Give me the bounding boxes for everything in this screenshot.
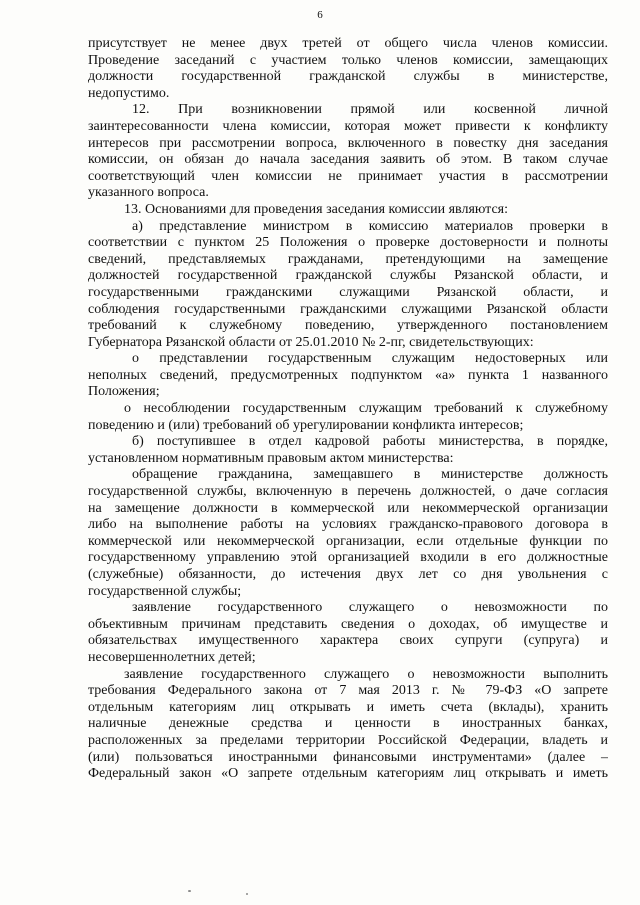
text-line: государственному управлению этой организацией входили в его должностные: [88, 550, 608, 566]
text-line: сведений, представляемых гражданами, претендующими на замещение: [88, 251, 608, 267]
text-line: (служебные) обязанности, до истечения двух лет со дня увольнения с: [88, 567, 608, 582]
text-line: указанного вопроса.: [88, 185, 209, 201]
text-line: установленном нормативным правовым актом министерства:: [88, 450, 454, 466]
text-line: о несоблюдении государственным служащим требований к служебному: [124, 401, 608, 417]
text-line: Проведение заседаний с участием только членов комиссии, замещающих: [88, 52, 608, 68]
text-line: заявление государственного служащего о невозможности по: [132, 600, 608, 616]
text-line: Губернатора Рязанской области от 25.01.2010 № 2-пг, свидетельствующих:: [88, 334, 534, 350]
text-line: о представлении государственным служащим недостоверных или: [132, 351, 608, 367]
text-line: б) поступившее в отдел кадровой работы министерства, в порядке,: [132, 434, 608, 450]
text-line: соответствии с пунктом 25 Положения о проверке достоверности и полноты: [88, 235, 608, 251]
text-line: объективным причинам представить сведения о доходах, об имуществе и: [88, 616, 608, 632]
text-line: Положения;: [88, 384, 160, 400]
text-line: интересов при рассмотрении вопроса, включенного в повестку дня заседания: [88, 135, 608, 151]
text-line: заявление государственного служащего о невозможности выполнить: [124, 666, 608, 682]
text-line: требований к служебному поведению, утвержденного постановлением: [88, 318, 608, 334]
text-line: государственными гражданскими служащими Рязанской области, и: [88, 284, 608, 300]
text-line: а) представление министром в комиссию материалов проверки в: [132, 218, 608, 234]
text-line: комиссии, он обязан до начала заседания заявить об этом. В таком случае: [88, 152, 608, 168]
text-line: на замещение должности в коммерческой или некоммерческой организации: [88, 500, 608, 516]
text-line: присутствует не менее двух третей от общего числа членов комиссии.: [88, 36, 608, 51]
text-line: неполных сведений, предусмотренных подпунктом «а» пункта 1 названного: [88, 367, 608, 383]
text-line: расположенных за пределами территории Российской Федерации, владеть и: [88, 732, 608, 748]
text-line: государственной службы, включенную в перечень должностей, о даче согласия: [88, 484, 608, 500]
text-line: заинтересованности члена комиссии, которая может привести к конфликту: [88, 118, 608, 134]
text-line: поведению и (или) требований об урегулировании конфликта интересов;: [88, 417, 524, 433]
text-line: (или) пользоваться иностранными финансовыми инструментами» (далее –: [88, 749, 608, 765]
text-line: соблюдения государственными гражданскими служащими Рязанской области: [88, 301, 608, 317]
text-line: наличные денежные средства и ценности в иностранных банках,: [88, 716, 608, 732]
text-line: либо на выполнение работы на условиях гражданско-правового договора в: [88, 517, 608, 533]
text-line: Федеральный закон «О запрете отдельным категориям лиц открывать и иметь: [88, 766, 608, 782]
text-line: требования Федерального закона от 7 мая 2013 г. № 79-ФЗ «О запрете: [88, 683, 608, 699]
text-line: должности государственной гражданской службы в министерстве,: [88, 69, 608, 85]
text-line: несовершеннолетних детей;: [88, 649, 256, 665]
text-line: 12. При возникновении прямой или косвенной личной: [132, 102, 608, 118]
text-line: обращение гражданина, замещавшего в министерстве должность: [132, 467, 608, 483]
text-line: должностей государственной гражданской службы Рязанской области, и: [88, 268, 608, 284]
document-body: [88, 36, 608, 783]
text-line: коммерческой или некоммерческой организации, если отдельные функции по: [88, 533, 608, 549]
text-line: 13. Основаниями для проведения заседания комиссии являются:: [124, 201, 508, 217]
text-line: государственной службы;: [88, 583, 242, 599]
text-line: соответствующий член комиссии не принимает участия в рассмотрении: [88, 168, 608, 184]
text-line: недопустимо.: [88, 85, 170, 101]
scan-artifact: [246, 893, 248, 895]
text-line: отдельным категориям лиц открывать и иметь счета (вклады), хранить: [88, 699, 608, 715]
scan-artifact: [188, 890, 191, 892]
page-number: 6: [317, 9, 323, 21]
text-line: обязательствах имущественного характера своих супруги (супруга) и: [88, 633, 608, 649]
